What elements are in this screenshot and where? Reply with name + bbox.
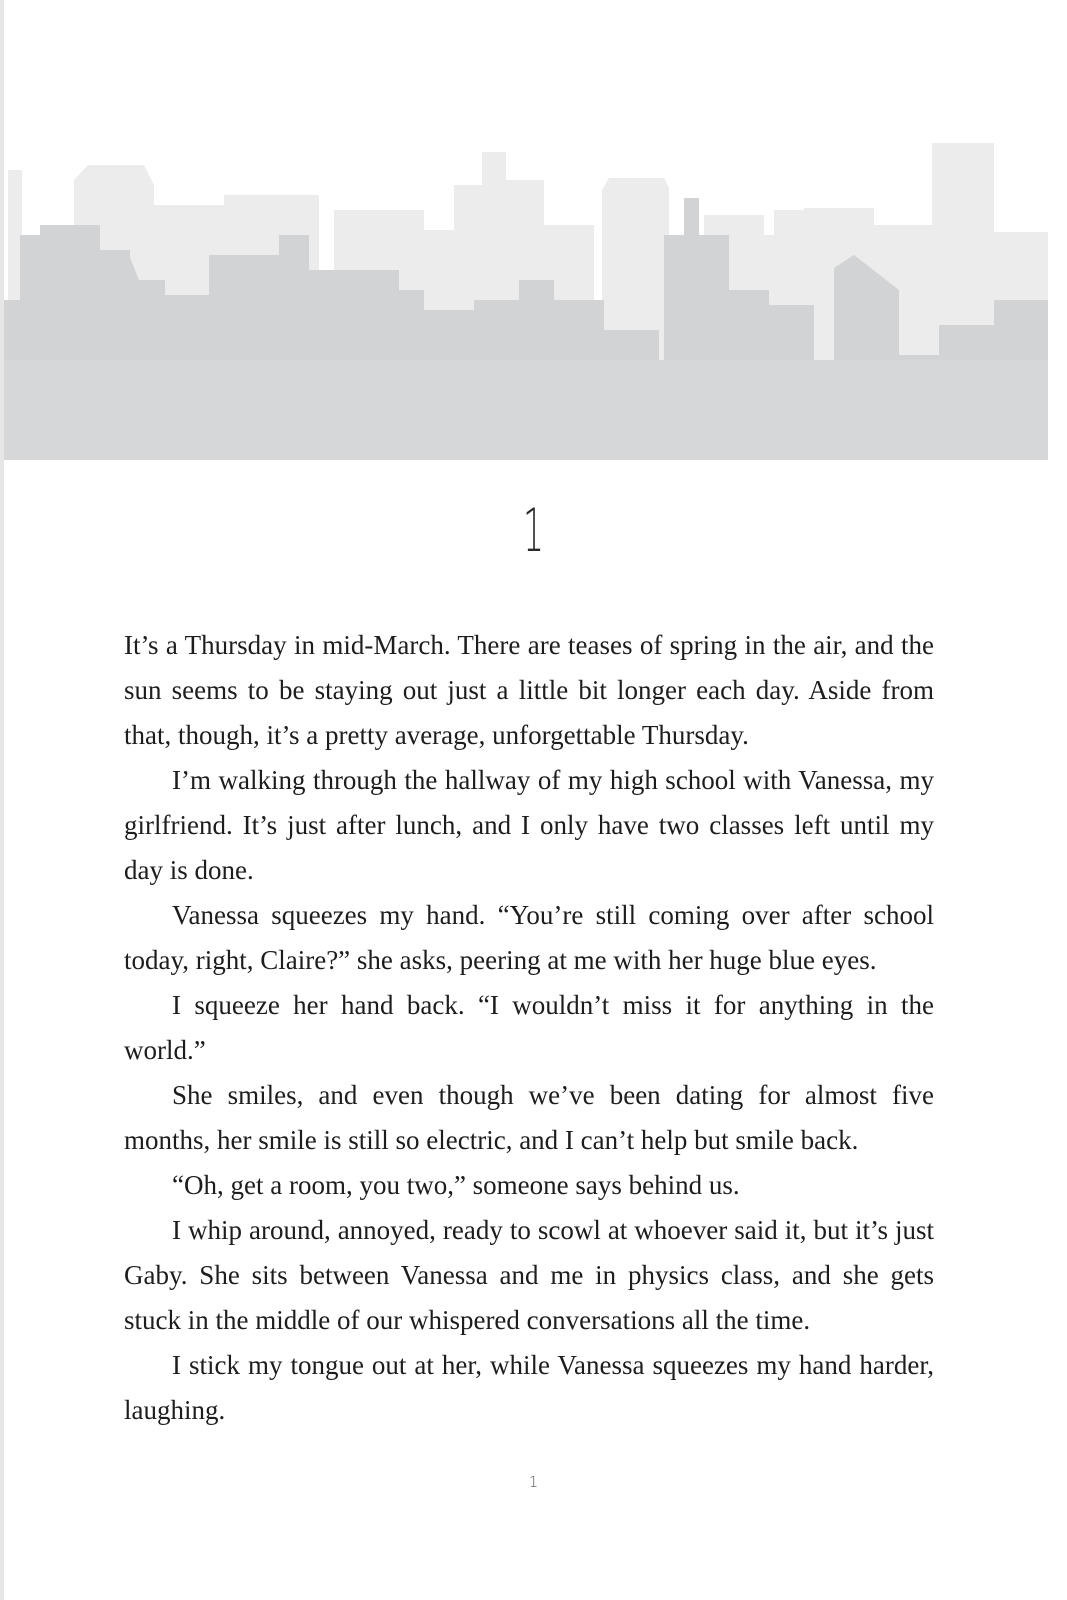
paragraph-8: I stick my tongue out at her, while Vanessa squeezes my hand harder, laughing. bbox=[124, 1350, 934, 1425]
page-number: 1 bbox=[528, 1473, 539, 1491]
skyline-ground-band bbox=[4, 360, 1048, 460]
paragraph-3: Vanessa squeezes my hand. “You’re still coming over after school today, right, Claire?” she asks, peering at me with her huge blue eyes. bbox=[124, 900, 934, 975]
paragraph-1: It’s a Thursday in mid-March. There are teases of spring in the air, and the sun seems to be staying out just a little bit longer each day. Aside from that, though, it’s a pretty average, unforgettable Thursday. bbox=[124, 630, 934, 750]
chapter-number: 1 bbox=[522, 496, 545, 566]
chapter-body bbox=[124, 623, 934, 1433]
paragraph-4: I squeeze her hand back. “I wouldn’t miss it for anything in the world.” bbox=[124, 990, 934, 1065]
paragraph-6: “Oh, get a room, you two,” someone says behind us. bbox=[172, 1170, 740, 1200]
paragraph-5: She smiles, and even though we’ve been dating for almost five months, her smile is still so electric, and I can’t help but smile back. bbox=[124, 1080, 934, 1155]
paragraph-7: I whip around, annoyed, ready to scowl at whoever said it, but it’s just Gaby. She sits between Vanessa and me in physics class, and she gets stuck in the middle of our whispered conversations all the time. bbox=[124, 1215, 934, 1335]
city-skyline-illustration bbox=[4, 0, 1048, 460]
paragraph-2: I’m walking through the hallway of my high school with Vanessa, my girlfriend. It’s just after lunch, and I only have two classes left until my day is done. bbox=[124, 765, 934, 885]
